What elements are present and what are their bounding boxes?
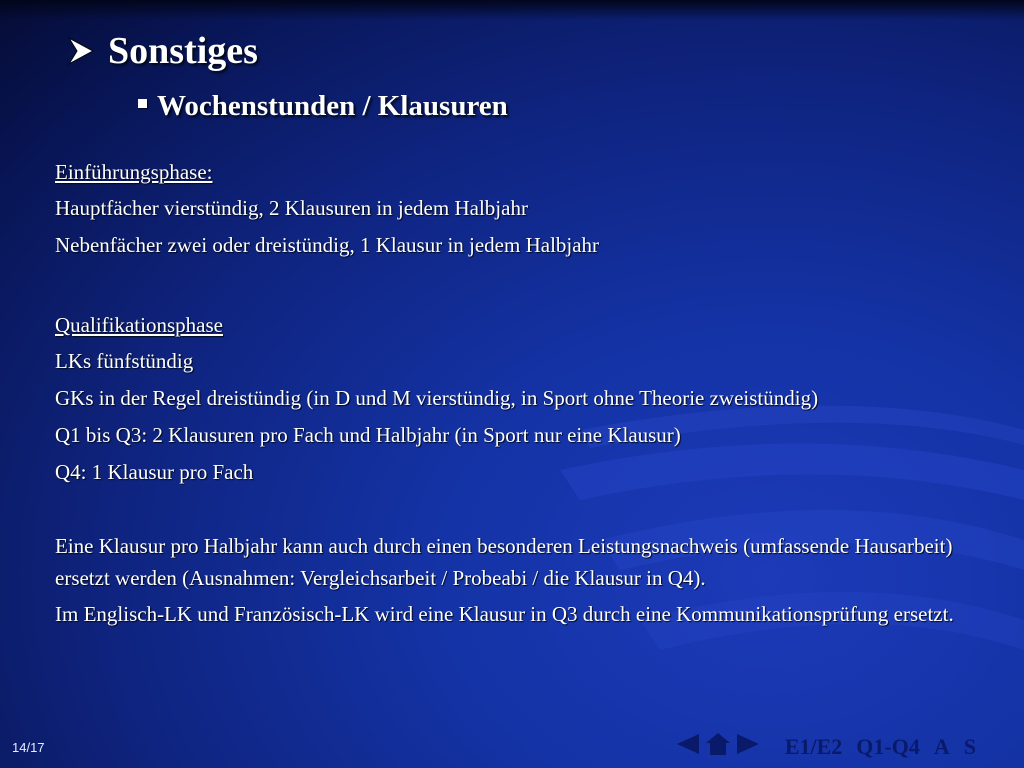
nav-link-s[interactable]: S: [963, 733, 976, 759]
slide-subtitle: Wochenstunden / Klausuren: [157, 89, 508, 122]
qualifikationsphase-line-4: Q4: 1 Klausur pro Fach: [55, 460, 254, 484]
einfuehrungsphase-line-2: Nebenfächer zwei oder dreistündig, 1 Klausur in jedem Halbjahr: [55, 233, 600, 257]
qualifikationsphase-line-3: Q1 bis Q3: 2 Klausuren pro Fach und Halbjahr (in Sport nur eine Klausur): [55, 423, 681, 447]
arrow-left-icon: [675, 732, 701, 756]
slide-title-row: [66, 24, 258, 78]
next-slide-button[interactable]: [735, 732, 761, 761]
previous-slide-button[interactable]: [675, 732, 701, 761]
nav-link-a[interactable]: A: [933, 733, 950, 759]
home-button[interactable]: [705, 732, 731, 761]
qualifikationsphase-heading: Qualifikationsphase: [55, 313, 223, 337]
qualifikationsphase-line-2: GKs in der Regel dreistündig (in D und M vierstündig, in Sport ohne Theorie zweistündig): [55, 386, 819, 410]
slide-subtitle-row: [138, 84, 508, 128]
einfuehrungsphase-line-1: Hauptfächer vierstündig, 2 Klausuren in jedem Halbjahr: [55, 196, 528, 220]
slide-title: Sonstiges: [108, 30, 258, 72]
arrowhead-bullet-icon: [66, 36, 96, 66]
note-paragraph-1: Eine Klausur pro Halbjahr kann auch durch einen besonderen Leistungsnachweis (umfassende Hausarbeit) ersetzt werden (Ausnahmen: Vergleichsarbeit / Probeabi / die Klausur in Q4).: [55, 534, 953, 590]
qualifikationsphase-line-1: LKs fünfstündig: [55, 349, 194, 373]
nav-link-q1q4[interactable]: Q1-Q4: [856, 733, 920, 759]
note-paragraph-2: Im Englisch-LK und Französisch-LK wird eine Klausur in Q3 durch eine Kommunikationsprüfung ersetzt.: [55, 602, 954, 626]
home-icon: [705, 732, 731, 756]
page-number: 14/17: [12, 740, 45, 755]
einfuehrungsphase-heading: Einführungsphase:: [55, 160, 213, 184]
navigation-bar: [675, 732, 976, 761]
nav-link-e1e2[interactable]: E1/E2: [784, 733, 843, 759]
square-bullet-icon: [138, 99, 147, 108]
arrow-right-icon: [735, 732, 761, 756]
